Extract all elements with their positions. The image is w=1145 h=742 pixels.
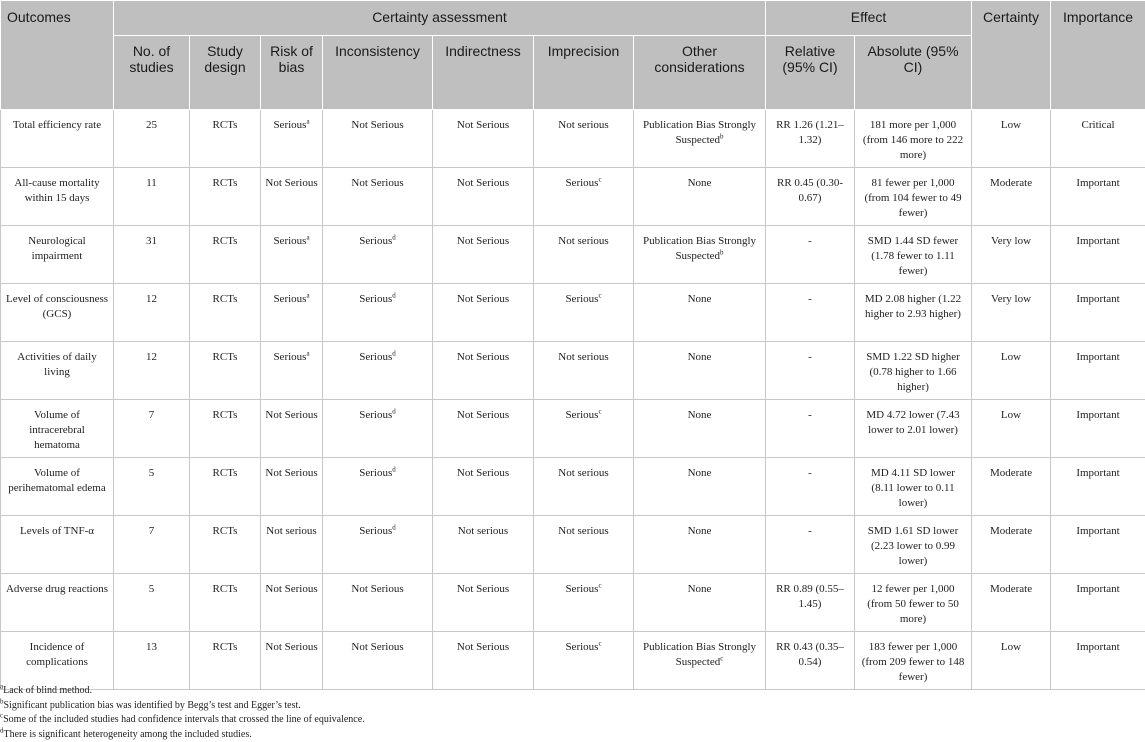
indirectness-cell bbox=[433, 110, 534, 168]
imp-text: Important bbox=[1076, 351, 1119, 363]
impr-text: Serious bbox=[565, 409, 598, 421]
header-row-top bbox=[1, 1, 1145, 36]
table-row bbox=[1, 226, 1145, 284]
imp-text: Important bbox=[1076, 409, 1119, 421]
absolute-effect-cell bbox=[855, 110, 972, 168]
other-considerations-cell bbox=[634, 342, 766, 400]
header-other-considerations: Other considerations bbox=[634, 36, 766, 110]
no-studies-cell bbox=[114, 400, 190, 458]
impr-text: Not serious bbox=[558, 525, 608, 537]
inconsistency-cell bbox=[323, 110, 433, 168]
incons-text: Serious bbox=[359, 351, 392, 363]
indir-text: Not Serious bbox=[457, 583, 509, 595]
impr-text: Serious bbox=[565, 583, 598, 595]
risk-of-bias-cell bbox=[261, 632, 323, 690]
no-studies-cell bbox=[114, 632, 190, 690]
outcome-text: Total efficiency rate bbox=[13, 119, 101, 131]
cert-text: Low bbox=[1001, 351, 1021, 363]
absolute-effect-cell bbox=[855, 342, 972, 400]
cert-text: Low bbox=[1001, 119, 1021, 131]
outcome-text: Levels of TNF-α bbox=[20, 525, 94, 537]
no-studies-cell bbox=[114, 458, 190, 516]
design-text: RCTs bbox=[213, 467, 238, 479]
rel-text: RR 1.26 (1.21–1.32) bbox=[776, 119, 844, 146]
cert-text: Very low bbox=[991, 293, 1031, 305]
other-text: None bbox=[688, 177, 712, 189]
rob-text: Not Serious bbox=[265, 583, 317, 595]
n-text: 7 bbox=[149, 525, 155, 537]
importance-cell bbox=[1051, 516, 1145, 574]
rel-text: - bbox=[808, 467, 812, 479]
study-design-cell bbox=[190, 400, 261, 458]
impr-text: Serious bbox=[565, 293, 598, 305]
abs-text: 81 fewer per 1,000 (from 104 fewer to 49 fewer) bbox=[864, 177, 961, 219]
footnotes bbox=[0, 684, 365, 742]
table-row bbox=[1, 400, 1145, 458]
incons-text: Not Serious bbox=[351, 177, 403, 189]
inconsistency-cell bbox=[323, 458, 433, 516]
table-row bbox=[1, 516, 1145, 574]
incons-text: Serious bbox=[359, 293, 392, 305]
inconsistency-cell bbox=[323, 342, 433, 400]
cert-text: Moderate bbox=[990, 177, 1032, 189]
n-text: 5 bbox=[149, 583, 155, 595]
footnote bbox=[0, 684, 365, 699]
risk-of-bias-cell bbox=[261, 342, 323, 400]
design-text: RCTs bbox=[213, 525, 238, 537]
absolute-effect-cell bbox=[855, 168, 972, 226]
certainty-cell bbox=[972, 458, 1051, 516]
rob-text: Serious bbox=[273, 119, 306, 131]
indirectness-cell bbox=[433, 400, 534, 458]
importance-cell bbox=[1051, 284, 1145, 342]
other-text: Publication Bias Strongly Suspected bbox=[643, 119, 756, 146]
importance-cell bbox=[1051, 226, 1145, 284]
cert-text: Moderate bbox=[990, 525, 1032, 537]
table-row bbox=[1, 342, 1145, 400]
indir-text: Not Serious bbox=[457, 235, 509, 247]
rob-text: Not Serious bbox=[265, 467, 317, 479]
table-row bbox=[1, 284, 1145, 342]
certainty-cell bbox=[972, 284, 1051, 342]
outcome-cell bbox=[1, 110, 114, 168]
incons-text: Not Serious bbox=[351, 119, 403, 131]
other-considerations-cell bbox=[634, 168, 766, 226]
study-design-cell bbox=[190, 226, 261, 284]
relative-effect-cell bbox=[766, 226, 855, 284]
study-design-cell bbox=[190, 284, 261, 342]
table-row bbox=[1, 574, 1145, 632]
relative-effect-cell bbox=[766, 342, 855, 400]
relative-effect-cell bbox=[766, 110, 855, 168]
header-no-studies: No. of studies bbox=[114, 36, 190, 110]
imp-text: Critical bbox=[1082, 119, 1115, 131]
rob-text: Not Serious bbox=[265, 641, 317, 653]
rob-text: Serious bbox=[273, 293, 306, 305]
study-design-cell bbox=[190, 632, 261, 690]
imprecision-cell bbox=[534, 458, 634, 516]
header-certainty: Certainty bbox=[972, 1, 1051, 110]
other-considerations-cell bbox=[634, 400, 766, 458]
n-text: 31 bbox=[146, 235, 157, 247]
imprecision-cell bbox=[534, 226, 634, 284]
imprecision-cell bbox=[534, 110, 634, 168]
footnote-mark: c bbox=[0, 712, 3, 720]
certainty-cell bbox=[972, 110, 1051, 168]
other-sup-text: b bbox=[720, 132, 724, 140]
cert-text: Low bbox=[1001, 409, 1021, 421]
impr-text: Serious bbox=[565, 641, 598, 653]
imp-text: Important bbox=[1076, 583, 1119, 595]
importance-cell bbox=[1051, 110, 1145, 168]
imp-text: Important bbox=[1076, 641, 1119, 653]
outcome-cell bbox=[1, 574, 114, 632]
n-text: 7 bbox=[149, 409, 155, 421]
abs-text: MD 4.11 SD lower (8.11 lower to 0.11 lower) bbox=[871, 467, 955, 509]
other-text: None bbox=[688, 467, 712, 479]
risk-of-bias-cell bbox=[261, 574, 323, 632]
cert-text: Very low bbox=[991, 235, 1031, 247]
impr-text: Serious bbox=[565, 177, 598, 189]
certainty-cell bbox=[972, 226, 1051, 284]
indirectness-cell bbox=[433, 342, 534, 400]
other-text: Publication Bias Strongly Suspected bbox=[643, 235, 756, 262]
outcome-cell bbox=[1, 458, 114, 516]
indir-text: Not Serious bbox=[457, 351, 509, 363]
rel-text: - bbox=[808, 409, 812, 421]
indirectness-cell bbox=[433, 168, 534, 226]
imprecision-cell bbox=[534, 400, 634, 458]
incons-text: Serious bbox=[359, 525, 392, 537]
imprecision-cell bbox=[534, 284, 634, 342]
footnote bbox=[0, 728, 365, 742]
other-text: None bbox=[688, 525, 712, 537]
relative-effect-cell bbox=[766, 574, 855, 632]
footnote-text: There is significant heterogeneity among the included studies. bbox=[4, 729, 252, 740]
other-considerations-cell bbox=[634, 110, 766, 168]
impr-sup-text: c bbox=[598, 291, 601, 299]
indir-text: Not Serious bbox=[457, 641, 509, 653]
table-row bbox=[1, 632, 1145, 690]
n-text: 12 bbox=[146, 293, 157, 305]
other-text: None bbox=[688, 583, 712, 595]
incons-sup-text: d bbox=[392, 465, 396, 473]
no-studies-cell bbox=[114, 574, 190, 632]
indir-text: Not Serious bbox=[457, 293, 509, 305]
indirectness-cell bbox=[433, 226, 534, 284]
relative-effect-cell bbox=[766, 284, 855, 342]
footnote-text: Significant publication bias was identified by Begg’s test and Egger’s test. bbox=[4, 700, 301, 711]
header-risk-of-bias: Risk of bias bbox=[261, 36, 323, 110]
rob-sup-text: a bbox=[306, 291, 309, 299]
imp-text: Important bbox=[1076, 525, 1119, 537]
certainty-cell bbox=[972, 168, 1051, 226]
header-inconsistency: Inconsistency bbox=[323, 36, 433, 110]
incons-sup-text: d bbox=[392, 233, 396, 241]
table-body bbox=[1, 110, 1145, 690]
footnote-text: Lack of blind method. bbox=[3, 685, 92, 696]
header-importance: Importance bbox=[1051, 1, 1145, 110]
imprecision-cell bbox=[534, 632, 634, 690]
impr-sup-text: c bbox=[598, 175, 601, 183]
absolute-effect-cell bbox=[855, 284, 972, 342]
study-design-cell bbox=[190, 342, 261, 400]
rob-text: Serious bbox=[273, 351, 306, 363]
imprecision-cell bbox=[534, 516, 634, 574]
design-text: RCTs bbox=[213, 409, 238, 421]
inconsistency-cell bbox=[323, 574, 433, 632]
indirectness-cell bbox=[433, 516, 534, 574]
impr-sup-text: c bbox=[598, 407, 601, 415]
other-considerations-cell bbox=[634, 574, 766, 632]
table-row bbox=[1, 458, 1145, 516]
study-design-cell bbox=[190, 458, 261, 516]
rel-text: RR 0.43 (0.35–0.54) bbox=[776, 641, 844, 668]
rob-text: Not Serious bbox=[265, 177, 317, 189]
indir-text: Not Serious bbox=[457, 119, 509, 131]
table-row bbox=[1, 168, 1145, 226]
outcome-cell bbox=[1, 632, 114, 690]
header-certainty-assessment: Certainty assessment bbox=[114, 1, 766, 36]
other-considerations-cell bbox=[634, 458, 766, 516]
risk-of-bias-cell bbox=[261, 110, 323, 168]
header-absolute: Absolute (95% CI) bbox=[855, 36, 972, 110]
absolute-effect-cell bbox=[855, 458, 972, 516]
outcome-text: Volume of perihematomal edema bbox=[8, 467, 105, 494]
rel-text: RR 0.89 (0.55–1.45) bbox=[776, 583, 844, 610]
incons-text: Serious bbox=[359, 467, 392, 479]
design-text: RCTs bbox=[213, 641, 238, 653]
indir-text: Not Serious bbox=[457, 177, 509, 189]
abs-text: SMD 1.61 SD lower (2.23 lower to 0.99 lower) bbox=[868, 525, 958, 567]
absolute-effect-cell bbox=[855, 574, 972, 632]
rob-text: Not Serious bbox=[265, 409, 317, 421]
risk-of-bias-cell bbox=[261, 226, 323, 284]
outcome-cell bbox=[1, 342, 114, 400]
incons-text: Not Serious bbox=[351, 583, 403, 595]
study-design-cell bbox=[190, 516, 261, 574]
outcome-text: Volume of intracerebral hematoma bbox=[29, 409, 85, 451]
rel-text: RR 0.45 (0.30-0.67) bbox=[777, 177, 843, 204]
outcome-text: Level of consciousness (GCS) bbox=[6, 293, 108, 320]
footnote-text: Some of the included studies had confidence intervals that crossed the line of equivalence. bbox=[3, 714, 365, 725]
risk-of-bias-cell bbox=[261, 400, 323, 458]
footnote bbox=[0, 713, 365, 728]
risk-of-bias-cell bbox=[261, 284, 323, 342]
n-text: 11 bbox=[146, 177, 157, 189]
certainty-cell bbox=[972, 516, 1051, 574]
design-text: RCTs bbox=[213, 293, 238, 305]
study-design-cell bbox=[190, 168, 261, 226]
other-text: Publication Bias Strongly Suspected bbox=[643, 641, 756, 668]
abs-text: SMD 1.44 SD fewer (1.78 fewer to 1.11 fewer) bbox=[868, 235, 958, 277]
abs-text: MD 2.08 higher (1.22 higher to 2.93 higher) bbox=[865, 293, 961, 320]
outcome-text: All-cause mortality within 15 days bbox=[14, 177, 99, 204]
incons-sup-text: d bbox=[392, 291, 396, 299]
outcome-cell bbox=[1, 226, 114, 284]
outcome-cell bbox=[1, 516, 114, 574]
incons-sup-text: d bbox=[392, 523, 396, 531]
certainty-cell bbox=[972, 632, 1051, 690]
study-design-cell bbox=[190, 574, 261, 632]
rob-text: Serious bbox=[273, 235, 306, 247]
impr-sup-text: c bbox=[598, 639, 601, 647]
rel-text: - bbox=[808, 525, 812, 537]
incons-text: Serious bbox=[359, 235, 392, 247]
incons-sup-text: d bbox=[392, 407, 396, 415]
imp-text: Important bbox=[1076, 177, 1119, 189]
relative-effect-cell bbox=[766, 632, 855, 690]
footnote-mark: d bbox=[0, 726, 4, 734]
indirectness-cell bbox=[433, 574, 534, 632]
importance-cell bbox=[1051, 400, 1145, 458]
outcome-text: Neurological impairment bbox=[28, 235, 85, 262]
indir-text: Not serious bbox=[458, 525, 508, 537]
inconsistency-cell bbox=[323, 400, 433, 458]
no-studies-cell bbox=[114, 168, 190, 226]
importance-cell bbox=[1051, 574, 1145, 632]
imp-text: Important bbox=[1076, 467, 1119, 479]
n-text: 12 bbox=[146, 351, 157, 363]
study-design-cell bbox=[190, 110, 261, 168]
certainty-cell bbox=[972, 400, 1051, 458]
design-text: RCTs bbox=[213, 177, 238, 189]
no-studies-cell bbox=[114, 284, 190, 342]
inconsistency-cell bbox=[323, 284, 433, 342]
other-sup-text: b bbox=[720, 248, 724, 256]
indir-text: Not Serious bbox=[457, 409, 509, 421]
cert-text: Low bbox=[1001, 641, 1021, 653]
header-indirectness: Indirectness bbox=[433, 36, 534, 110]
relative-effect-cell bbox=[766, 458, 855, 516]
design-text: RCTs bbox=[213, 119, 238, 131]
rob-sup-text: a bbox=[306, 233, 309, 241]
rob-text: Not serious bbox=[266, 525, 316, 537]
impr-text: Not serious bbox=[558, 119, 608, 131]
header-effect: Effect bbox=[766, 1, 972, 36]
footnote-mark: a bbox=[0, 683, 3, 691]
other-text: None bbox=[688, 409, 712, 421]
n-text: 13 bbox=[146, 641, 157, 653]
other-considerations-cell bbox=[634, 284, 766, 342]
inconsistency-cell bbox=[323, 516, 433, 574]
no-studies-cell bbox=[114, 342, 190, 400]
impr-text: Not serious bbox=[558, 351, 608, 363]
inconsistency-cell bbox=[323, 226, 433, 284]
relative-effect-cell bbox=[766, 516, 855, 574]
importance-cell bbox=[1051, 632, 1145, 690]
imprecision-cell bbox=[534, 342, 634, 400]
abs-text: 181 more per 1,000 (from 146 more to 222 more) bbox=[863, 119, 963, 161]
outcome-text: Incidence of complications bbox=[26, 641, 88, 668]
importance-cell bbox=[1051, 168, 1145, 226]
indirectness-cell bbox=[433, 284, 534, 342]
other-considerations-cell bbox=[634, 226, 766, 284]
inconsistency-cell bbox=[323, 632, 433, 690]
other-text: None bbox=[688, 351, 712, 363]
outcome-cell bbox=[1, 168, 114, 226]
no-studies-cell bbox=[114, 226, 190, 284]
rel-text: - bbox=[808, 235, 812, 247]
rel-text: - bbox=[808, 351, 812, 363]
imp-text: Important bbox=[1076, 235, 1119, 247]
design-text: RCTs bbox=[213, 583, 238, 595]
no-studies-cell bbox=[114, 110, 190, 168]
abs-text: 183 fewer per 1,000 (from 209 fewer to 148 fewer) bbox=[862, 641, 965, 683]
abs-text: 12 fewer per 1,000 (from 50 fewer to 50 more) bbox=[867, 583, 959, 625]
imprecision-cell bbox=[534, 574, 634, 632]
outcome-cell bbox=[1, 400, 114, 458]
other-sup-text: c bbox=[720, 654, 723, 662]
design-text: RCTs bbox=[213, 235, 238, 247]
impr-text: Not serious bbox=[558, 467, 608, 479]
risk-of-bias-cell bbox=[261, 458, 323, 516]
cert-text: Moderate bbox=[990, 467, 1032, 479]
header-imprecision: Imprecision bbox=[534, 36, 634, 110]
inconsistency-cell bbox=[323, 168, 433, 226]
other-text: None bbox=[688, 293, 712, 305]
header-relative: Relative (95% CI) bbox=[766, 36, 855, 110]
outcome-text: Adverse drug reactions bbox=[6, 583, 108, 595]
risk-of-bias-cell bbox=[261, 168, 323, 226]
abs-text: MD 4.72 lower (7.43 lower to 2.01 lower) bbox=[866, 409, 959, 436]
absolute-effect-cell bbox=[855, 400, 972, 458]
rel-text: - bbox=[808, 293, 812, 305]
rob-sup-text: a bbox=[306, 117, 309, 125]
footnote bbox=[0, 699, 365, 714]
design-text: RCTs bbox=[213, 351, 238, 363]
n-text: 5 bbox=[149, 467, 155, 479]
indirectness-cell bbox=[433, 632, 534, 690]
certainty-cell bbox=[972, 574, 1051, 632]
impr-sup-text: c bbox=[598, 581, 601, 589]
absolute-effect-cell bbox=[855, 632, 972, 690]
header-study-design: Study design bbox=[190, 36, 261, 110]
certainty-cell bbox=[972, 342, 1051, 400]
other-considerations-cell bbox=[634, 632, 766, 690]
rob-sup-text: a bbox=[306, 349, 309, 357]
imprecision-cell bbox=[534, 168, 634, 226]
risk-of-bias-cell bbox=[261, 516, 323, 574]
header-outcomes: Outcomes bbox=[1, 1, 114, 110]
imp-text: Important bbox=[1076, 293, 1119, 305]
impr-text: Not serious bbox=[558, 235, 608, 247]
absolute-effect-cell bbox=[855, 226, 972, 284]
abs-text: SMD 1.22 SD higher (0.78 higher to 1.66 higher) bbox=[866, 351, 960, 393]
importance-cell bbox=[1051, 342, 1145, 400]
indirectness-cell bbox=[433, 458, 534, 516]
incons-sup-text: d bbox=[392, 349, 396, 357]
absolute-effect-cell bbox=[855, 516, 972, 574]
no-studies-cell bbox=[114, 516, 190, 574]
table-row bbox=[1, 110, 1145, 168]
relative-effect-cell bbox=[766, 400, 855, 458]
incons-text: Not Serious bbox=[351, 641, 403, 653]
outcome-cell bbox=[1, 284, 114, 342]
cert-text: Moderate bbox=[990, 583, 1032, 595]
n-text: 25 bbox=[146, 119, 157, 131]
relative-effect-cell bbox=[766, 168, 855, 226]
incons-text: Serious bbox=[359, 409, 392, 421]
other-considerations-cell bbox=[634, 516, 766, 574]
indir-text: Not Serious bbox=[457, 467, 509, 479]
outcome-text: Activities of daily living bbox=[17, 351, 96, 378]
importance-cell bbox=[1051, 458, 1145, 516]
footnote-mark: b bbox=[0, 697, 4, 705]
